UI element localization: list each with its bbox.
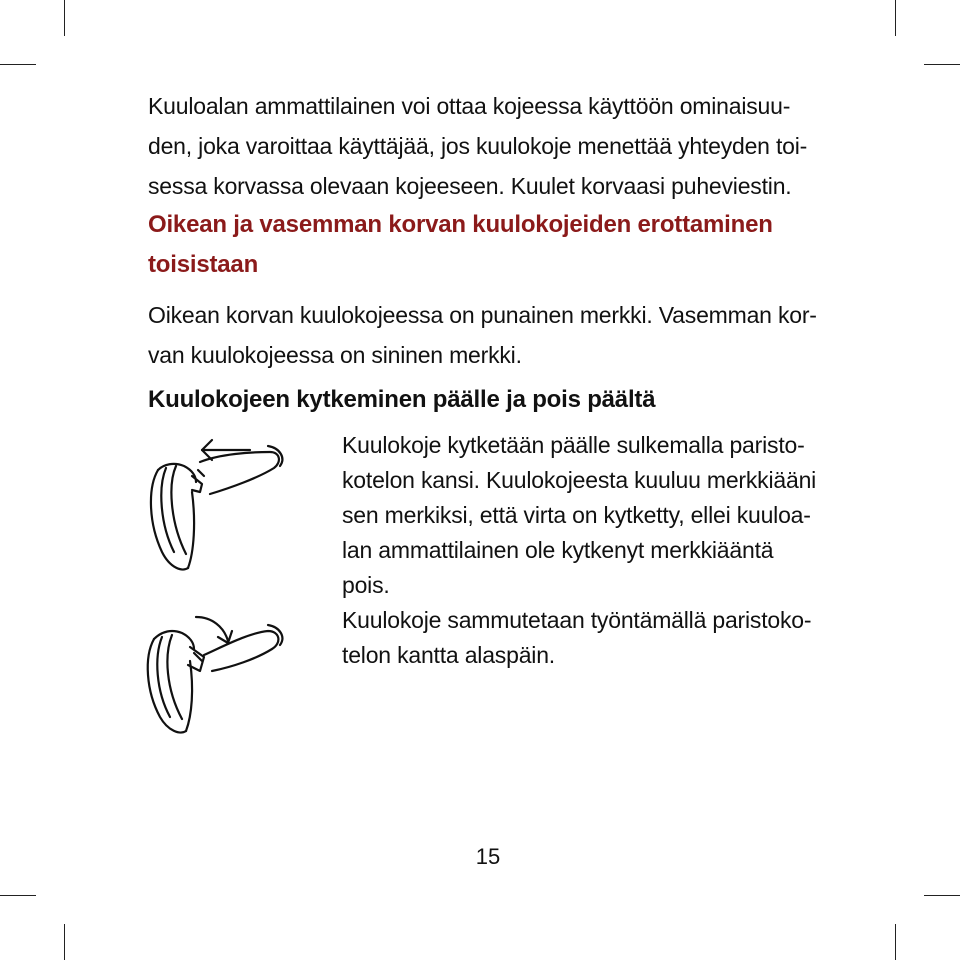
hearing-aid-open-battery-door-icon <box>140 605 290 745</box>
text-line: den, joka varoittaa käyttäjää, jos kuulokoje menettää yhteyden toi- <box>148 133 808 159</box>
text-line: Kuulokoje kytketään päälle sulkemalla paristo- <box>342 432 805 458</box>
hearing-aid-close-battery-door-icon <box>140 432 290 582</box>
section-heading-left-right <box>148 205 828 285</box>
text-line: Kuulokoje sammutetaan työntämällä paristoko- <box>342 607 812 633</box>
crop-mark <box>64 924 65 960</box>
text-line: sessa korvassa olevaan kojeeseen. Kuulet korvaasi puheviestin. <box>148 173 792 199</box>
text-line: sen merkiksi, että virta on kytketty, ellei kuuloa- <box>342 502 811 528</box>
crop-mark <box>924 895 960 896</box>
left-right-paragraph <box>148 295 828 375</box>
text-line: kotelon kansi. Kuulokojeesta kuuluu merkkiääni <box>342 467 817 493</box>
text-line: lan ammattilainen ole kytkenyt merkkiääntä <box>342 537 774 563</box>
page-number: 15 <box>475 844 501 869</box>
crop-mark <box>895 0 896 36</box>
text-line: pois. <box>342 572 390 598</box>
section-heading-on-off <box>148 380 828 420</box>
intro-paragraph <box>148 86 828 206</box>
text-line: Kuuloalan ammattilainen voi ottaa kojeessa käyttöön ominaisuu- <box>148 93 791 119</box>
heading-line: toisistaan <box>148 251 259 278</box>
heading-line: Oikean ja vasemman korvan kuulokojeiden erottaminen <box>148 211 773 238</box>
crop-mark <box>64 0 65 36</box>
crop-mark <box>0 895 36 896</box>
text-line: van kuulokojeessa on sininen merkki. <box>148 342 522 368</box>
text-line: telon kantta alaspäin. <box>342 642 555 668</box>
heading-line: Kuulokojeen kytkeminen päälle ja pois päältä <box>148 386 656 413</box>
text-line: Oikean korvan kuulokojeessa on punainen merkki. Vasemman kor- <box>148 302 817 328</box>
crop-mark <box>0 64 36 65</box>
crop-mark <box>924 64 960 65</box>
on-off-paragraph <box>342 428 832 673</box>
crop-mark <box>895 924 896 960</box>
